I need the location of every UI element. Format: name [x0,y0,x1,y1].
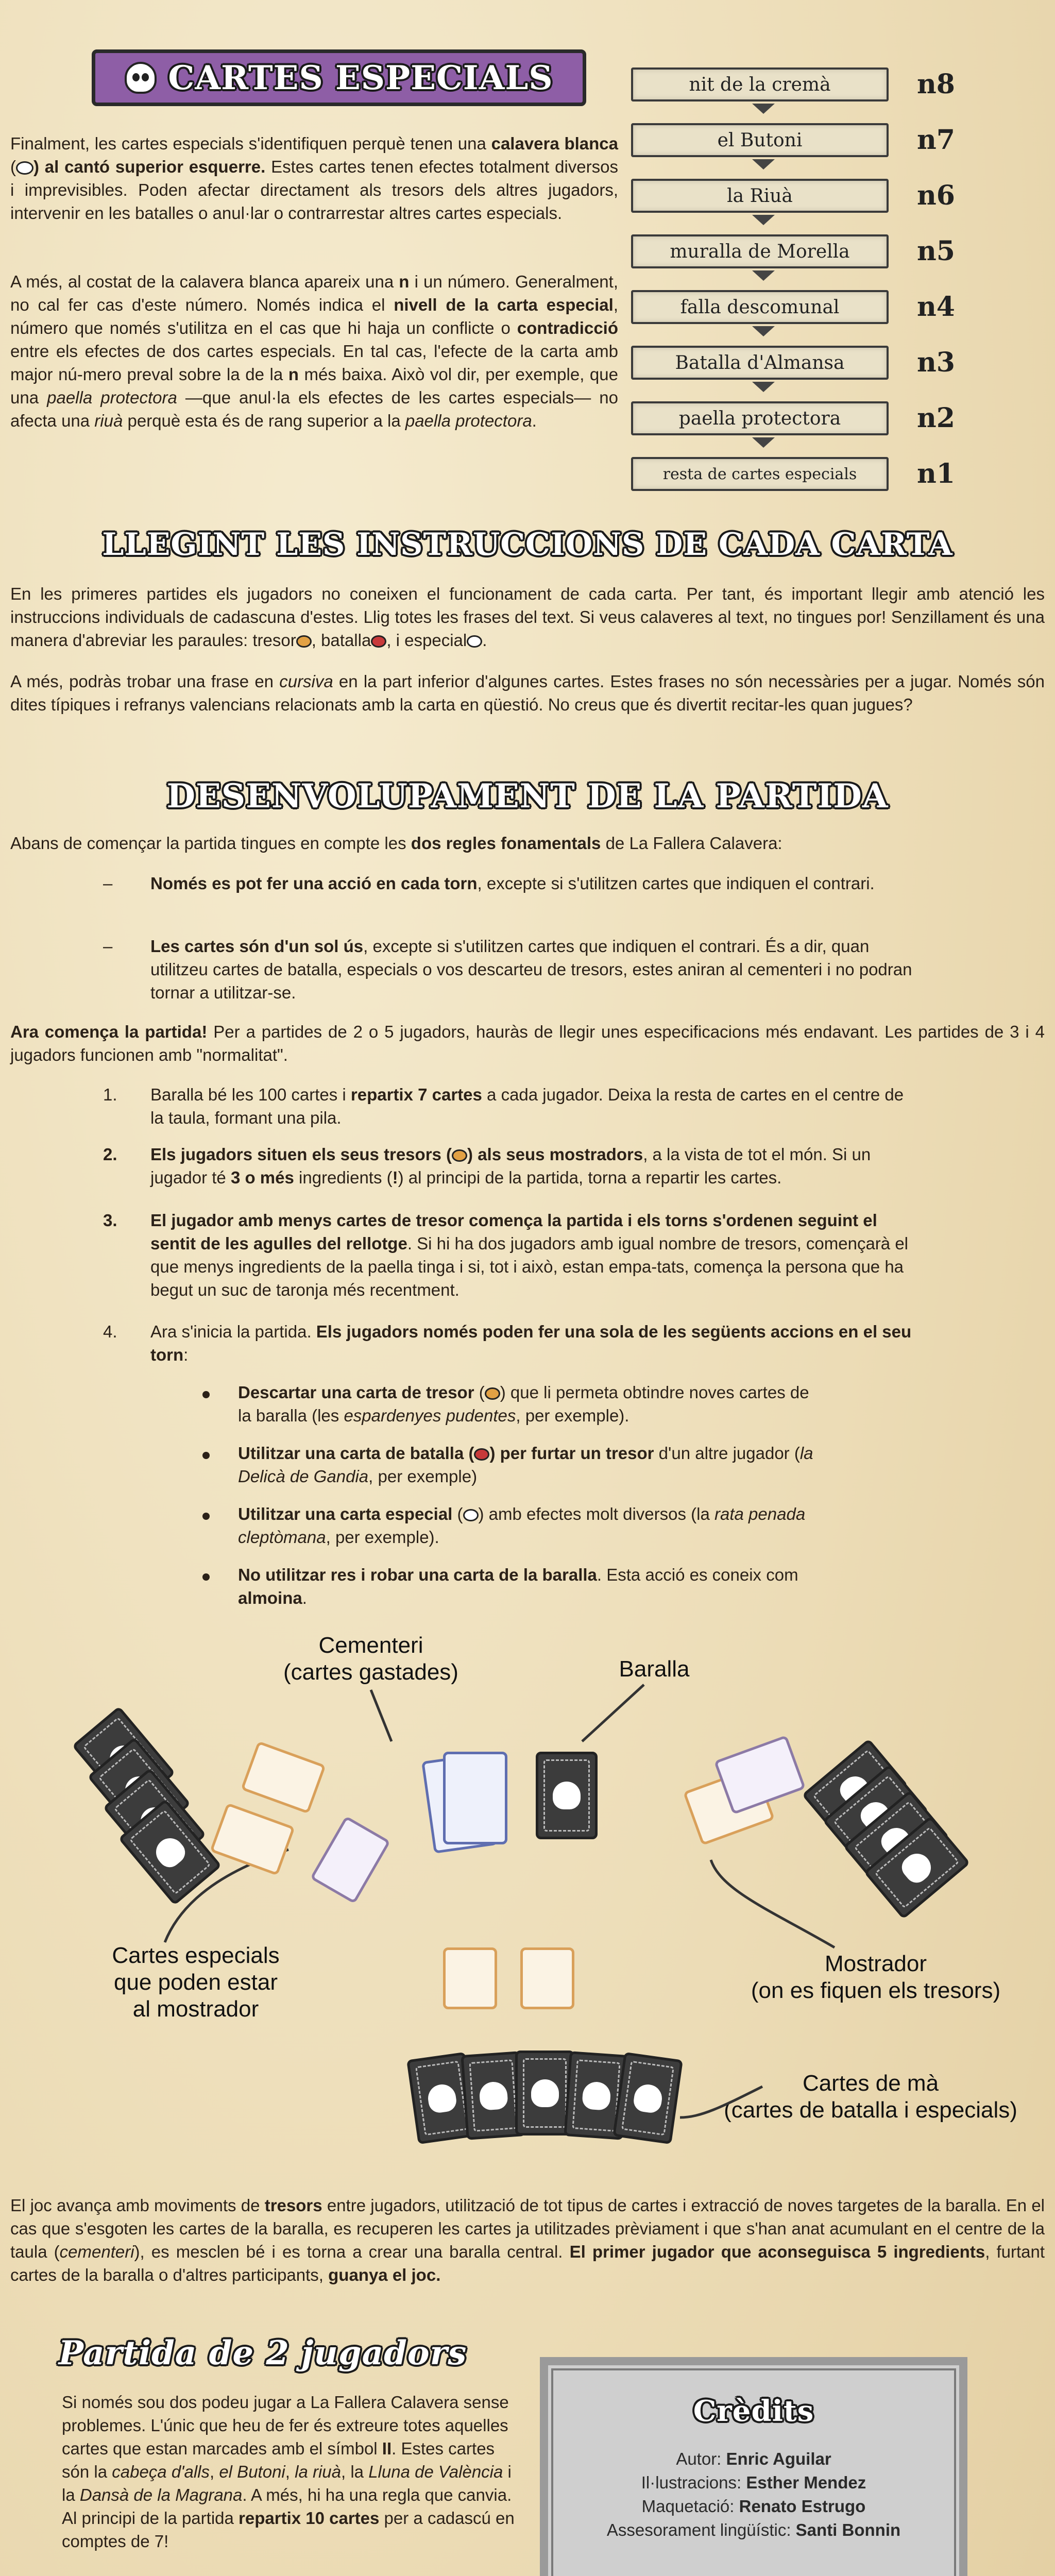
step-2: Els jugadors situen els seus tresors ( ) als seus mostradors, a la vista de tot el món. Si un jugador té 3 o més ingredients (!) al principi de la partida, torna a repartir les cartes. [150,1145,871,1187]
rank-down-arrow-icon [752,270,775,281]
credit-author: Autor: Enric Aguilar [676,2449,831,2468]
arrow-mostrador [711,1860,835,1947]
rank-level: n8 [917,69,955,100]
step-number: 2. [103,1145,117,1164]
two-players-paragraph: Si només sou dos podeu jugar a La Fallera Calavera sense problemes. L'únic que heu de fer és extreure totes aquelles cartes que estan marcades amb el símbol II. Estes cartes són la cabeça d'alls, el Butoni, la riuà, la Lluna de València i la Dansà de la Magrana. A més, hi ha una regla que canvia. Al principi de la partida repartix 10 cartes per a cadascú en comptes de 7! [62,2393,515,2551]
rank-card-name: paella protectora [631,401,889,435]
rank-down-arrow-icon [752,104,775,114]
rank-level: n2 [917,402,955,434]
dash-bullet: – [103,874,113,893]
rank-row [631,234,920,268]
bullet-dot [202,1391,210,1398]
game-flow-paragraph: El joc avança amb moviments de tresors entre jugadors, utilització de tot tipus de cartes i extracció de noves targetes de la baralla. En el cas que s'esgoten les cartes de la baralla, es recuperen les cartes ja utilitzades prèviament i que s'han anat acumulant en el centre de la taula (cementeri), es mesclen bé i es torna a crear una baralla central. El primer jugador que aconseguisca 5 ingredients, furtant cartes de la baralla o d'altres participants, guanya el joc. [10,2196,1045,2284]
step-number: 4. [103,1322,117,1341]
action-2: Utilitzar una carta de batalla ( ) per furtar un tresor d'un altre jugador (la Delicà de Gandia, per exemple) [238,1444,813,1486]
battle-skull-icon [474,1448,489,1461]
banner-title: CARTES ESPECIALS [168,58,553,97]
credits-title: Crèdits [693,2394,814,2428]
rank-card-name: la Riuà [631,179,889,213]
treasure-skull-icon [452,1149,467,1162]
treasure-skull-icon [296,635,312,648]
rank-card-name: nit de la cremà [631,67,889,101]
rank-level: n6 [917,180,955,211]
special-skull-icon [467,635,482,648]
step-1: Baralla bé les 100 cartes i repartix 7 cartes a cada jugador. Deixa la resta de cartes en el centre de la taula, formant una pila. [150,1085,904,1127]
rank-level: n3 [917,347,955,378]
rank-row [631,67,920,101]
white-skull-icon [16,161,33,175]
rank-down-arrow-icon [752,159,775,170]
rank-card-name: resta de cartes especials [631,457,889,491]
rank-row [631,346,920,380]
action-3: Utilitzar una carta especial ( ) amb efectes molt diversos (la rata penada cleptòmana, per exemple). [238,1504,806,1547]
rank-row [631,457,920,491]
step-4: Ara s'inicia la partida. Els jugadors només poden fer una sola de les següents accions en el seu torn: [150,1322,912,1364]
step-number: 3. [103,1211,117,1230]
rank-level: n5 [917,235,955,267]
bullet-dot [202,1452,210,1459]
label-cartes-de-ma: Cartes de mà (cartes de batalla i especials) [724,2071,1017,2123]
arrow-cementeri [371,1690,392,1741]
bullet-dot [202,1513,210,1520]
rank-down-arrow-icon [752,437,775,448]
section-title-development: DESENVOLUPAMENT DE LA PARTIDA [166,777,889,816]
rank-row [631,123,920,157]
graveyard-card [443,1752,507,1844]
section-title-instructions: LLEGINT LES INSTRUCCIONS DE CADA CARTA [102,527,953,563]
rank-level: n7 [917,124,955,156]
instructions-paragraph-2: A més, podràs trobar una frase en cursiva en la part inferior d'algunes cartes. Estes frases no són necessàries per a jugar. Només són dites típiques i refranys valencians relacionats amb la carta en qüestió. No creus que és divertit recitar-les quan jugues? [10,672,1045,714]
label-cartes-especials: Cartes especials que poden estar al mostrador [112,1943,280,2022]
rank-down-arrow-icon [752,215,775,225]
rule-1: Només es pot fer una acció en cada torn, excepte si s'utilitzen cartes que indiquen el contrari. [150,874,875,893]
white-skull-icon [125,62,157,94]
treasure-card [443,1947,497,2009]
credit-layout: Maquetació: Renato Estrugo [641,2497,866,2516]
rank-card-name: Batalla d'Almansa [631,346,889,380]
rank-down-arrow-icon [752,382,775,392]
treasure-card [520,1947,574,2009]
deck-card [536,1752,598,1839]
step-number: 1. [103,1085,117,1104]
treasure-skull-icon [485,1387,500,1400]
label-cementeri: Cementeri (cartes gastades) [283,1633,458,1685]
rule-2: Les cartes són d'un sol ús, excepte si s'utilitzen cartes que indiquen el contrari. És a dir, quan utilitzeu cartes de batalla, especials o vos descarteu de tresors, estes aniran al cementeri i no podran tornar a utilitzar-se. [150,937,912,1002]
label-mostrador: Mostrador (on es fiquen els tresors) [751,1951,1001,2003]
arrow-baralla [582,1685,644,1741]
rank-row [631,179,920,213]
label-baralla: Baralla [619,1656,690,1682]
hand-card [612,2052,683,2144]
rank-level: n4 [917,291,955,323]
rank-card-name: muralla de Morella [631,234,889,268]
cartes-especials-banner [92,49,586,106]
intro-paragraph-1: Finalment, les cartes especials s'identifiquen perquè tenen una calavera blanca ( ) al cantó superior esquerre. Estes cartes tenen efectes totalment diversos i imprevisibles. Poden afectar directament als tresors dels altres jugadors, intervenir en les batalles o anul·lar o contrarrestar altres cartes especials. [10,134,619,223]
special-skull-icon [463,1509,479,1521]
two-players-title: Partida de 2 jugadors [58,2334,467,2372]
action-1: Descartar una carta de tresor ( ) que li permeta obtindre noves cartes de la baralla (les espardenyes pudentes, per exemple). [238,1383,809,1425]
dash-bullet: – [103,937,113,956]
battle-skull-icon [371,635,386,648]
development-intro: Abans de començar la partida tingues en compte les dos regles fonamentals de La Fallera Calavera: [10,834,782,853]
rank-down-arrow-icon [752,326,775,336]
arrow-ma [680,2087,762,2117]
credit-illustrations: Il·lustracions: Esther Mendez [641,2473,866,2492]
instructions-paragraph-1: En les primeres partides els jugadors no coneixen el funcionament de cada carta. Per tant, és important llegir amb atenció les instruccions individuals de cadascuna d'estes. Llig totes les frases del text. Si veus calaveres al text, no tingues por! Senzillament és una manera d'abreviar les paraules: tresor , batalla , i especial . [10,584,1045,650]
intro-paragraph-2: A més, al costat de la calavera blanca apareix una n i un número. Generalment, no cal fer cas d'este número. Només indica el nivell de la carta especial, número que només s'utilitza en el cas que hi haja un conflicte o contradicció entre els efectes de dos cartes especials. En tal cas, l'efecte de la carta amb major nú-mero preval sobre la de la n més baixa. Això vol dir, per exemple, que una paella protectora —que anul·la els efectes de les cartes especials— no afecta una riuà perquè esta és de rang superior a la paella protectora. [10,272,618,430]
credit-linguistic: Assesorament lingüístic: Santi Bonnin [606,2520,901,2539]
game-start-paragraph: Ara comença la partida! Per a partides de 2 o 5 jugadors, hauràs de llegir unes especificacions més endavant. Les partides de 3 i 4 jugadors funcionen amb "normalitat". [10,1022,1045,1064]
credits-box [540,2357,967,2576]
bullet-dot [202,1573,210,1581]
rank-card-name: falla descomunal [631,290,889,324]
rank-row [631,290,920,324]
rank-row [631,401,920,435]
rank-level: n1 [917,458,955,489]
step-3: El jugador amb menys cartes de tresor comença la partida i els torns s'ordenen seguint el sentit de les agulles del rellotge. Si hi ha dos jugadors amb igual nombre de tresors, començarà el que menys ingredients de la paella tinga i si, tot i això, estan empa-tats, comença la persona que ha begut un suc de taronja més recentment. [150,1211,909,1299]
action-4: No utilitzar res i robar una carta de la baralla. Esta acció es coneix com almoina. [238,1565,798,1607]
rank-card-name: el Butoni [631,123,889,157]
